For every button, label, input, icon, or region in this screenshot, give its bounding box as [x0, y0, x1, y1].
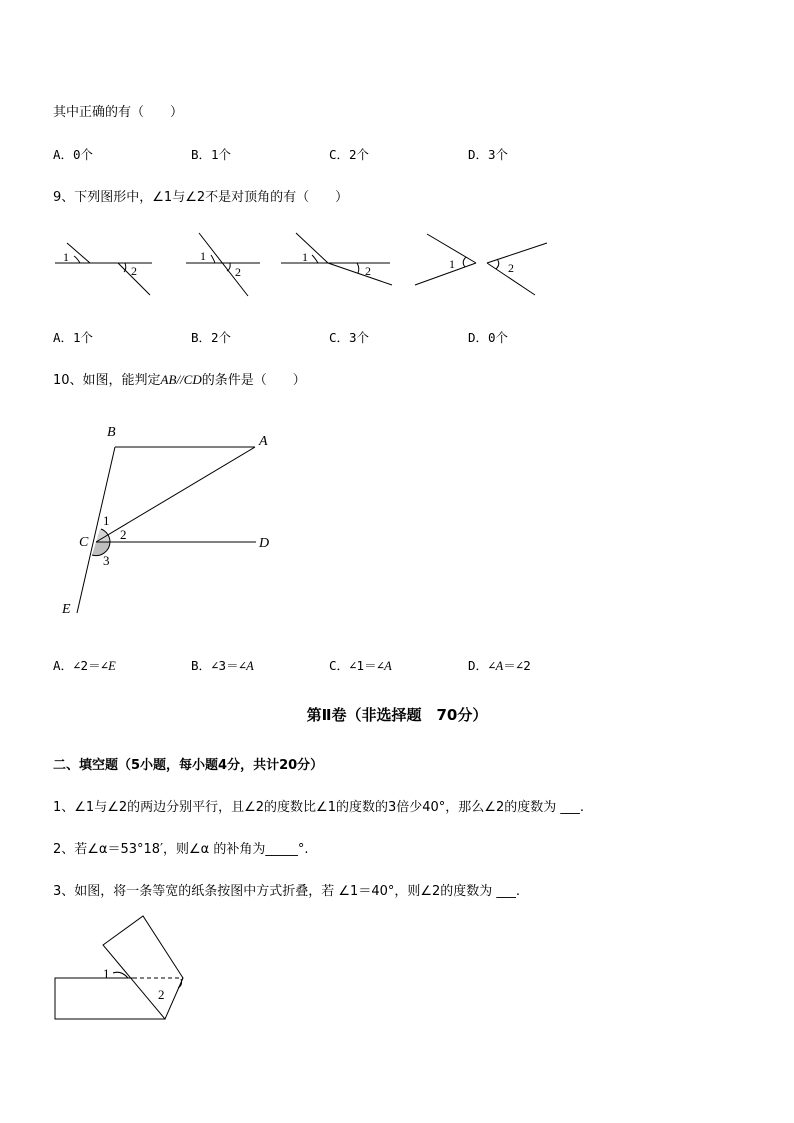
q10-angle3-label: 3 — [103, 553, 110, 568]
q10-line-be — [77, 447, 115, 613]
q8-option-a: A．0个 — [53, 147, 94, 162]
q10-figure — [0, 415, 320, 625]
q9-fig3-angle1-label: 1 — [302, 250, 308, 264]
q9-figure-1 — [55, 243, 152, 295]
q10-stem-prefix: 10、如图，能判定 — [53, 373, 161, 388]
q9-fig2-angle1-label: 1 — [200, 249, 206, 263]
q9-option-d: D．0个 — [468, 330, 509, 345]
q8-stem-tail: 其中正确的有（ ） — [53, 105, 184, 120]
q10-angle2-label: 2 — [120, 527, 127, 542]
q10-angle1-label: 1 — [103, 513, 110, 528]
q3-strip-bottom — [55, 978, 165, 1019]
q3-angle1-label: 1 — [103, 966, 110, 981]
q10-option-d: D．∠A＝∠2 — [468, 658, 531, 673]
q9-fig2-angle2-label: 2 — [235, 265, 241, 279]
q9-figure-3 — [281, 233, 392, 285]
fill-question-3: 3、如图，将一条等宽的纸条按图中方式折叠，若 ∠1＝40°，则∠2的度数为 ___. — [53, 884, 521, 899]
q3-angle2-label: 2 — [158, 987, 165, 1002]
q10-point-a: A — [259, 434, 268, 449]
q10-option-a: A．∠2＝∠E — [53, 658, 116, 673]
q9-stem: 9、下列图形中，∠1与∠2不是对顶角的有（ ） — [53, 190, 349, 205]
q10-option-c: C．∠1＝∠A — [329, 658, 392, 673]
q10-option-b: B．∠3＝∠A — [191, 658, 254, 673]
fill-question-1: 1、∠1与∠2的两边分别平行，且∠2的度数比∠1的度数的3倍少40°，那么∠2的度数为 ___. — [53, 800, 584, 815]
q10-point-d: D — [259, 536, 270, 551]
q10-stem-cd: CD — [183, 372, 202, 387]
q9-figure-2 — [186, 233, 260, 296]
fill-section-heading: 二、填空题（5小题，每小题4分，共计20分） — [53, 758, 324, 773]
q9-figures — [0, 225, 600, 300]
q3-fold-figure — [0, 915, 260, 1030]
q8-option-d: D．3个 — [468, 147, 509, 162]
q9-fig1-angle2-label: 2 — [131, 264, 137, 278]
q9-fig3-angle2-label: 2 — [365, 264, 371, 278]
q9-fig1-angle1-label: 1 — [63, 250, 69, 264]
q9-fig4-angle2-label: 2 — [508, 261, 514, 275]
q10-stem-suffix: 的条件是（ ） — [201, 373, 306, 388]
fill-question-2: 2、若∠α＝53°18′，则∠α 的补角为_____°. — [53, 842, 309, 857]
q9-fig4-angle1-label: 1 — [449, 257, 455, 271]
q9-figure-4 — [415, 234, 547, 295]
q10-stem-ab: AB — [160, 372, 177, 387]
q9-option-b: B．2个 — [191, 330, 232, 345]
q10-point-e: E — [62, 602, 71, 617]
q9-option-c: C．3个 — [329, 330, 370, 345]
q3-strip-folded — [103, 916, 183, 1019]
q10-point-c: C — [79, 535, 89, 550]
q10-point-b: B — [107, 425, 116, 440]
q8-option-b: B．1个 — [191, 147, 232, 162]
q9-option-a: A．1个 — [53, 330, 94, 345]
q10-stem — [53, 369, 306, 388]
q10-angle1-shade — [96, 529, 110, 542]
part2-title: 第Ⅱ卷（非选择题 70分） — [306, 706, 488, 724]
q8-option-c: C．2个 — [329, 147, 370, 162]
q10-stem-parallel: // — [176, 372, 184, 387]
